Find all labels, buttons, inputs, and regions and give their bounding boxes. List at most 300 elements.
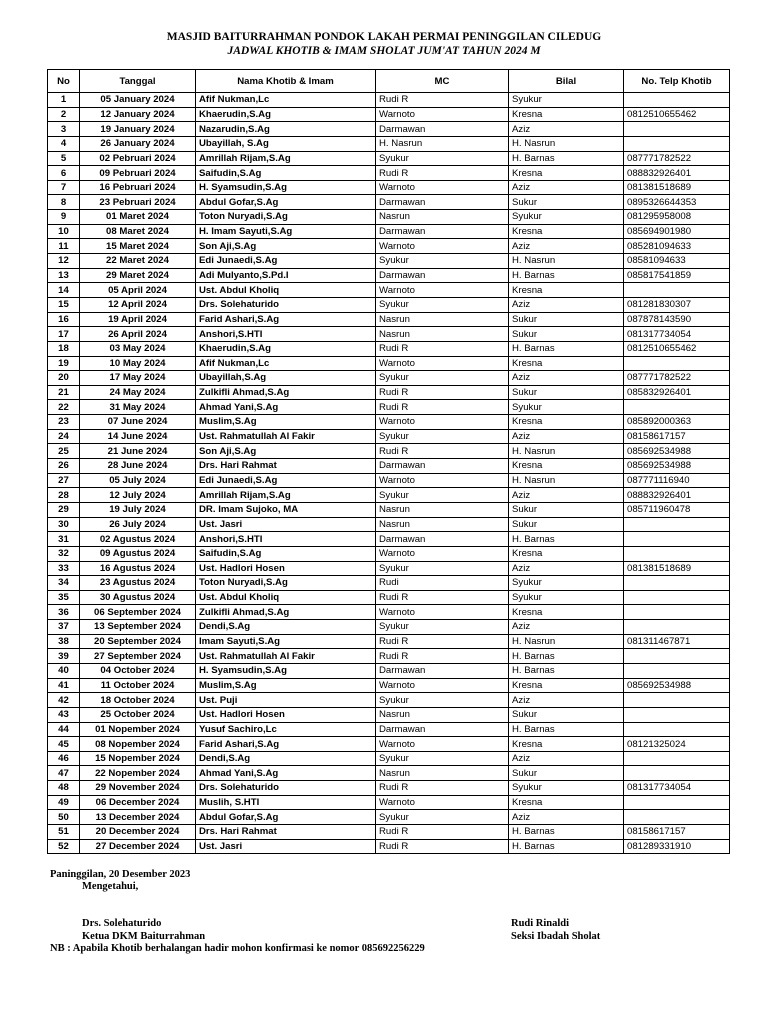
cell-date: 09 Agustus 2024 [80, 546, 196, 561]
cell-date: 12 July 2024 [80, 488, 196, 503]
cell-mc: Warnoto [376, 415, 509, 430]
section-head-name: Rudi Rinaldi [511, 918, 570, 929]
cell-no: 11 [48, 239, 80, 254]
cell-mc: Rudi [376, 576, 509, 591]
table-row [48, 546, 730, 561]
cell-mc: Rudi R [376, 341, 509, 356]
cell-bilal: Sukur [509, 385, 624, 400]
table-row [48, 341, 730, 356]
cell-no: 14 [48, 283, 80, 298]
cell-khotib: Drs. Hari Rahmat [196, 825, 376, 840]
table-header-row [48, 70, 730, 93]
table-row [48, 356, 730, 371]
cell-khotib: Toton Nuryadi,S.Ag [196, 210, 376, 225]
table-row [48, 297, 730, 312]
chairman-name: Drs. Solehaturido [82, 918, 162, 929]
cell-mc: Nasrun [376, 210, 509, 225]
cell-bilal: Aziz [509, 488, 624, 503]
cell-bilal: Kresna [509, 459, 624, 474]
cell-date: 23 Agustus 2024 [80, 576, 196, 591]
cell-no: 51 [48, 825, 80, 840]
cell-telp [624, 532, 730, 547]
cell-no: 41 [48, 678, 80, 693]
table-row [48, 385, 730, 400]
cell-bilal: Syukur [509, 400, 624, 415]
cell-bilal: H. Barnas [509, 268, 624, 283]
cell-telp [624, 576, 730, 591]
cell-khotib: Son Aji,S.Ag [196, 239, 376, 254]
table-row [48, 459, 730, 474]
cell-no: 34 [48, 576, 80, 591]
cell-telp: 0895326644353 [624, 195, 730, 210]
cell-no: 42 [48, 693, 80, 708]
table-row [48, 224, 730, 239]
cell-no: 30 [48, 517, 80, 532]
cell-no: 25 [48, 444, 80, 459]
cell-date: 27 December 2024 [80, 839, 196, 854]
cell-date: 26 January 2024 [80, 136, 196, 151]
cell-mc: Darmawan [376, 195, 509, 210]
table-row [48, 107, 730, 122]
cell-telp [624, 93, 730, 108]
table-row [48, 254, 730, 269]
cell-khotib: Dendi,S.Ag [196, 751, 376, 766]
cell-no: 44 [48, 722, 80, 737]
cell-khotib: Zulkifli Ahmad,S.Ag [196, 385, 376, 400]
cell-date: 16 Agustus 2024 [80, 561, 196, 576]
cell-bilal: Syukur [509, 93, 624, 108]
cell-telp: 081381518689 [624, 180, 730, 195]
cell-telp [624, 751, 730, 766]
cell-mc: Syukur [376, 751, 509, 766]
cell-bilal: Sukur [509, 502, 624, 517]
cell-mc: Rudi R [376, 839, 509, 854]
cell-khotib: Saifudin,S.Ag [196, 166, 376, 181]
cell-bilal: Aziz [509, 693, 624, 708]
cell-date: 09 Pebruari 2024 [80, 166, 196, 181]
cell-khotib: Dendi,S.Ag [196, 620, 376, 635]
cell-telp [624, 693, 730, 708]
cell-bilal: Sukur [509, 312, 624, 327]
cell-bilal: H. Barnas [509, 532, 624, 547]
cell-bilal: Aziz [509, 429, 624, 444]
cell-mc: Warnoto [376, 473, 509, 488]
cell-bilal: Aziz [509, 239, 624, 254]
cell-bilal: Aziz [509, 297, 624, 312]
cell-mc: Darmawan [376, 663, 509, 678]
cell-no: 24 [48, 429, 80, 444]
cell-date: 15 Maret 2024 [80, 239, 196, 254]
cell-telp: 085281094633 [624, 239, 730, 254]
cell-mc: Warnoto [376, 605, 509, 620]
cell-no: 15 [48, 297, 80, 312]
table-row [48, 488, 730, 503]
cell-mc: Warnoto [376, 737, 509, 752]
table-row [48, 693, 730, 708]
table-row [48, 576, 730, 591]
cell-telp: 085692534988 [624, 444, 730, 459]
cell-khotib: H. Syamsudin,S.Ag [196, 663, 376, 678]
cell-mc: Syukur [376, 429, 509, 444]
table-row [48, 737, 730, 752]
cell-khotib: Imam Sayuti,S.Ag [196, 634, 376, 649]
cell-no: 45 [48, 737, 80, 752]
cell-telp [624, 707, 730, 722]
cell-bilal: Kresna [509, 737, 624, 752]
cell-khotib: Ahmad Yani,S.Ag [196, 766, 376, 781]
cell-khotib: Afif Nukman,Lc [196, 93, 376, 108]
table-row [48, 312, 730, 327]
cell-no: 47 [48, 766, 80, 781]
cell-date: 02 Pebruari 2024 [80, 151, 196, 166]
cell-no: 48 [48, 781, 80, 796]
cell-date: 22 Nopember 2024 [80, 766, 196, 781]
cell-bilal: Aziz [509, 561, 624, 576]
cell-date: 01 Maret 2024 [80, 210, 196, 225]
cell-bilal: Sukur [509, 195, 624, 210]
cell-bilal: Syukur [509, 576, 624, 591]
cell-bilal: H. Nasrun [509, 136, 624, 151]
cell-date: 01 Nopember 2024 [80, 722, 196, 737]
col-header-mc: MC [376, 70, 509, 93]
cell-telp: 081381518689 [624, 561, 730, 576]
cell-khotib: Ust. Abdul Kholiq [196, 590, 376, 605]
cell-telp [624, 590, 730, 605]
cell-mc: Rudi R [376, 825, 509, 840]
cell-telp: 085692534988 [624, 678, 730, 693]
cell-mc: Nasrun [376, 766, 509, 781]
cell-telp: 085694901980 [624, 224, 730, 239]
table-row [48, 620, 730, 635]
table-row [48, 136, 730, 151]
cell-telp: 088832926401 [624, 488, 730, 503]
cell-khotib: Ust. Jasri [196, 839, 376, 854]
cell-mc: Warnoto [376, 356, 509, 371]
table-row [48, 327, 730, 342]
cell-no: 23 [48, 415, 80, 430]
cell-khotib: Anshori,S.HTI [196, 532, 376, 547]
cell-date: 29 Maret 2024 [80, 268, 196, 283]
cell-mc: Warnoto [376, 239, 509, 254]
section-head-role: Seksi Ibadah Sholat [511, 931, 601, 942]
cell-date: 05 April 2024 [80, 283, 196, 298]
cell-date: 22 Maret 2024 [80, 254, 196, 269]
cell-telp: 08121325024 [624, 737, 730, 752]
cell-no: 27 [48, 473, 80, 488]
cell-bilal: Kresna [509, 546, 624, 561]
cell-telp: 0812510655462 [624, 341, 730, 356]
cell-date: 08 Nopember 2024 [80, 737, 196, 752]
cell-mc: Warnoto [376, 546, 509, 561]
cell-khotib: Edi Junaedi,S.Ag [196, 473, 376, 488]
cell-telp: 081281830307 [624, 297, 730, 312]
cell-telp: 081289331910 [624, 839, 730, 854]
col-header-no: No [48, 70, 80, 93]
cell-mc: Syukur [376, 151, 509, 166]
cell-bilal: Kresna [509, 415, 624, 430]
cell-khotib: Ust. Hadlori Hosen [196, 561, 376, 576]
cell-date: 28 June 2024 [80, 459, 196, 474]
cell-telp: 081295958008 [624, 210, 730, 225]
cell-telp: 08158617157 [624, 429, 730, 444]
cell-date: 18 October 2024 [80, 693, 196, 708]
cell-mc: Syukur [376, 620, 509, 635]
cell-no: 35 [48, 590, 80, 605]
cell-mc: Nasrun [376, 327, 509, 342]
cell-date: 24 May 2024 [80, 385, 196, 400]
cell-bilal: H. Barnas [509, 341, 624, 356]
table-row [48, 707, 730, 722]
cell-date: 14 June 2024 [80, 429, 196, 444]
cell-no: 22 [48, 400, 80, 415]
schedule-table-body [48, 93, 730, 854]
table-row [48, 210, 730, 225]
cell-date: 20 September 2024 [80, 634, 196, 649]
cell-no: 50 [48, 810, 80, 825]
table-row [48, 678, 730, 693]
cell-khotib: Ust. Hadlori Hosen [196, 707, 376, 722]
cell-mc: Syukur [376, 297, 509, 312]
cell-mc: Nasrun [376, 502, 509, 517]
cell-bilal: H. Barnas [509, 839, 624, 854]
table-row [48, 766, 730, 781]
cell-bilal: H. Barnas [509, 151, 624, 166]
cell-no: 26 [48, 459, 80, 474]
cell-no: 21 [48, 385, 80, 400]
col-header-khotib: Nama Khotib & Imam [196, 70, 376, 93]
cell-telp: 08158617157 [624, 825, 730, 840]
table-row [48, 268, 730, 283]
cell-date: 08 Maret 2024 [80, 224, 196, 239]
table-row [48, 781, 730, 796]
cell-mc: Warnoto [376, 678, 509, 693]
cell-no: 18 [48, 341, 80, 356]
cell-khotib: Amrillah Rijam,S.Ag [196, 488, 376, 503]
cell-no: 49 [48, 795, 80, 810]
cell-bilal: H. Nasrun [509, 634, 624, 649]
cell-khotib: Ubayillah,S.Ag [196, 371, 376, 386]
cell-no: 46 [48, 751, 80, 766]
cell-no: 9 [48, 210, 80, 225]
cell-telp: 085711960478 [624, 502, 730, 517]
cell-mc: Syukur [376, 693, 509, 708]
cell-date: 26 April 2024 [80, 327, 196, 342]
cell-telp: 081311467871 [624, 634, 730, 649]
table-row [48, 180, 730, 195]
cell-no: 38 [48, 634, 80, 649]
cell-bilal: Aziz [509, 122, 624, 137]
cell-date: 05 January 2024 [80, 93, 196, 108]
table-row [48, 122, 730, 137]
cell-bilal: Aziz [509, 751, 624, 766]
cell-no: 8 [48, 195, 80, 210]
cell-no: 29 [48, 502, 80, 517]
cell-mc: Warnoto [376, 180, 509, 195]
cell-no: 5 [48, 151, 80, 166]
cell-telp [624, 795, 730, 810]
cell-no: 39 [48, 649, 80, 664]
cell-no: 16 [48, 312, 80, 327]
cell-no: 12 [48, 254, 80, 269]
cell-mc: Darmawan [376, 532, 509, 547]
cell-mc: Rudi R [376, 93, 509, 108]
schedule-subtitle: JADWAL KHOTIB & IMAM SHOLAT JUM'AT TAHUN 2024 M [227, 45, 541, 57]
cell-khotib: Khaerudin,S.Ag [196, 107, 376, 122]
cell-date: 19 January 2024 [80, 122, 196, 137]
cell-date: 25 October 2024 [80, 707, 196, 722]
cell-bilal: Kresna [509, 356, 624, 371]
cell-no: 32 [48, 546, 80, 561]
cell-bilal: Kresna [509, 605, 624, 620]
cell-date: 07 June 2024 [80, 415, 196, 430]
cell-no: 52 [48, 839, 80, 854]
col-header-telp: No. Telp Khotib [624, 70, 730, 93]
table-row [48, 795, 730, 810]
table-row [48, 751, 730, 766]
cell-telp [624, 517, 730, 532]
cell-bilal: Kresna [509, 283, 624, 298]
cell-bilal: H. Nasrun [509, 444, 624, 459]
cell-telp: 085817541859 [624, 268, 730, 283]
cell-khotib: Yusuf Sachiro,Lc [196, 722, 376, 737]
cell-mc: Nasrun [376, 517, 509, 532]
cell-date: 20 December 2024 [80, 825, 196, 840]
cell-telp: 081317734054 [624, 327, 730, 342]
acknowledged-label: Mengetahui, [82, 881, 139, 892]
table-row [48, 810, 730, 825]
cell-bilal: H. Nasrun [509, 254, 624, 269]
cell-mc: Syukur [376, 254, 509, 269]
cell-telp: 087878143590 [624, 312, 730, 327]
cell-no: 2 [48, 107, 80, 122]
place-date: Paninggilan, 20 Desember 2023 [50, 869, 191, 880]
cell-mc: Syukur [376, 488, 509, 503]
cell-telp [624, 649, 730, 664]
cell-bilal: H. Barnas [509, 722, 624, 737]
cell-telp [624, 766, 730, 781]
cell-bilal: Sukur [509, 766, 624, 781]
cell-mc: Darmawan [376, 122, 509, 137]
table-row [48, 634, 730, 649]
cell-khotib: Abdul Gofar,S.Ag [196, 810, 376, 825]
cell-no: 19 [48, 356, 80, 371]
cell-bilal: Aziz [509, 620, 624, 635]
cell-date: 06 September 2024 [80, 605, 196, 620]
cell-mc: Warnoto [376, 283, 509, 298]
cell-no: 7 [48, 180, 80, 195]
cell-khotib: Nazarudin,S.Ag [196, 122, 376, 137]
table-row [48, 371, 730, 386]
table-row [48, 561, 730, 576]
cell-no: 4 [48, 136, 80, 151]
cell-no: 3 [48, 122, 80, 137]
table-row [48, 502, 730, 517]
cell-mc: Warnoto [376, 107, 509, 122]
cell-khotib: Saifudin,S.Ag [196, 546, 376, 561]
cell-khotib: Ust. Rahmatullah Al Fakir [196, 649, 376, 664]
cell-telp: 085832926401 [624, 385, 730, 400]
cell-mc: Rudi R [376, 781, 509, 796]
cell-khotib: Farid Ashari,S.Ag [196, 737, 376, 752]
cell-date: 30 Agustus 2024 [80, 590, 196, 605]
cell-date: 31 May 2024 [80, 400, 196, 415]
cell-bilal: Kresna [509, 107, 624, 122]
cell-telp [624, 620, 730, 635]
table-row [48, 166, 730, 181]
table-row [48, 825, 730, 840]
cell-telp: 0812510655462 [624, 107, 730, 122]
cell-telp: 087771782522 [624, 151, 730, 166]
cell-bilal: H. Nasrun [509, 473, 624, 488]
table-row [48, 605, 730, 620]
cell-telp: 085892000363 [624, 415, 730, 430]
cell-telp [624, 122, 730, 137]
cell-no: 37 [48, 620, 80, 635]
cell-mc: Darmawan [376, 722, 509, 737]
cell-telp [624, 356, 730, 371]
table-row [48, 473, 730, 488]
table-row [48, 195, 730, 210]
cell-khotib: Drs. Solehaturido [196, 297, 376, 312]
cell-khotib: Ust. Jasri [196, 517, 376, 532]
col-header-bilal: Bilal [509, 70, 624, 93]
cell-mc: Syukur [376, 810, 509, 825]
cell-no: 10 [48, 224, 80, 239]
cell-telp: 085692534988 [624, 459, 730, 474]
cell-bilal: Aziz [509, 180, 624, 195]
cell-date: 16 Pebruari 2024 [80, 180, 196, 195]
cell-date: 15 Nopember 2024 [80, 751, 196, 766]
cell-bilal: Sukur [509, 707, 624, 722]
cell-khotib: Toton Nuryadi,S.Ag [196, 576, 376, 591]
cell-khotib: Edi Junaedi,S.Ag [196, 254, 376, 269]
cell-telp: 088832926401 [624, 166, 730, 181]
cell-mc: Nasrun [376, 312, 509, 327]
table-row [48, 649, 730, 664]
cell-mc: Rudi R [376, 400, 509, 415]
cell-bilal: H. Barnas [509, 825, 624, 840]
cell-no: 43 [48, 707, 80, 722]
cell-khotib: Anshori,S.HTI [196, 327, 376, 342]
cell-khotib: Ahmad Yani,S.Ag [196, 400, 376, 415]
table-row [48, 663, 730, 678]
cell-mc: Darmawan [376, 268, 509, 283]
table-row [48, 517, 730, 532]
cell-no: 17 [48, 327, 80, 342]
cell-no: 28 [48, 488, 80, 503]
cell-telp: 087771116940 [624, 473, 730, 488]
cell-mc: Darmawan [376, 459, 509, 474]
cell-khotib: Ust. Abdul Kholiq [196, 283, 376, 298]
cell-bilal: Kresna [509, 166, 624, 181]
cell-khotib: Son Aji,S.Ag [196, 444, 376, 459]
cell-date: 23 Pebruari 2024 [80, 195, 196, 210]
cell-khotib: Zulkifli Ahmad,S.Ag [196, 605, 376, 620]
cell-mc: Warnoto [376, 795, 509, 810]
cell-bilal: Kresna [509, 678, 624, 693]
cell-khotib: Adi Mulyanto,S.Pd.I [196, 268, 376, 283]
cell-date: 11 October 2024 [80, 678, 196, 693]
cell-khotib: Farid Ashari,S.Ag [196, 312, 376, 327]
cell-mc: Nasrun [376, 707, 509, 722]
table-row [48, 415, 730, 430]
cell-mc: Darmawan [376, 224, 509, 239]
cell-telp: 081317734054 [624, 781, 730, 796]
cell-khotib: Muslim,S.Ag [196, 415, 376, 430]
cell-telp [624, 810, 730, 825]
cell-no: 1 [48, 93, 80, 108]
cell-date: 19 July 2024 [80, 502, 196, 517]
